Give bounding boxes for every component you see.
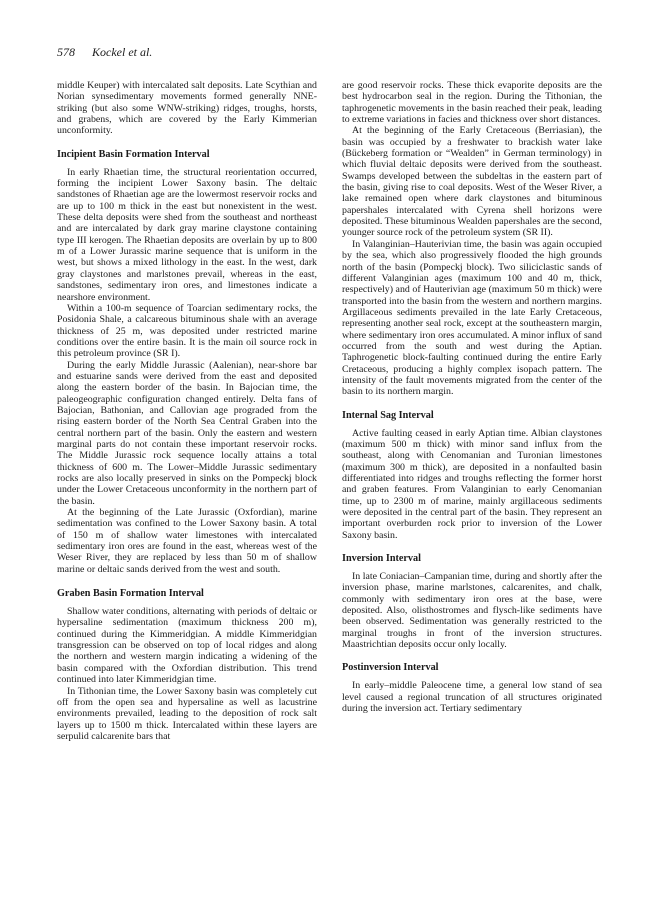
right-column [342, 80, 602, 715]
paragraph: In early–middle Paleocene time, a general low stand of sea level caused a regional truncation of all structures originated during the inversion act. Tertiary sedimentary [342, 680, 602, 715]
paragraph: In Valanginian–Hauterivian time, the basin was again occupied by the sea, which also progressively flooded the high grounds north of the basin (Pompeckj block). Two siliciclastic sands of different Valanginian ages (maximum 100 and 40 m, thick, respectively) and of Hauterivian age (maximum 50 m thick) were transported into the basin from the western and northern margins. Argillaceous sediments prevailed in the late Early Cretaceous, representing another seal rock, except at the southeastern margin, where sedimentary iron ores accumulated. A minor influx of sand occurred from the south and west during the Aptian. Taphrogenetic block-faulting continued during the entire Early Cretaceous, producing a highly complex isopach pattern. The intensity of the fault movements migrated from the center of the basin to its northern margin. [342, 238, 602, 398]
section-heading-inversion: Inversion Interval [342, 553, 421, 565]
paragraph: During the early Middle Jurassic (Aalenian), near-shore bar and estuarine sands were derived from the east and deposited along the eastern border of the basin. In Bajocian time, the paleogeographic configuration changed entirely. Delta fans of Bajocian, Bathonian, and Callovian age prograded from the rising eastern border of the North Sea Central Graben into the central northern part of the basin. Only the eastern and western marginal parts do not contain these important reservoir rocks. The Middle Jurassic rock sequence locally attains a total thickness of 600 m. The Lower–Middle Jurassic sedimentary rocks are also locally preserved in sinks on the Pompeckj block under the Lower Cretaceous unconformity in the northern part of the basin. [57, 359, 317, 507]
section-heading-internal-sag: Internal Sag Interval [342, 409, 434, 421]
paragraph: In early Rhaetian time, the structural reorientation occurred, forming the incipient Lower Saxony basin. The deltaic sandstones of Rhaetian age are the lowermost reservoir rocks and are up to 100 m thick in the east but nonexistent in the west. These delta deposits were shed from the southeast and northeast and are intercalated by dark gray marine claystone containing type III kerogen. The Rhaetian deposits are overlain by up to 800 m of a Lower Jurassic marine sequence that is uniform in the west, but shows a mixed lithology in the east. In the west, dark gray claystones and marlstones prevail, whereas in the east, sandstones, sedimentary iron ores, and limestones indicate a nearshore environment. [57, 166, 317, 303]
section-heading-incipient-basin: Incipient Basin Formation Interval [57, 148, 210, 160]
paragraph: Active faulting ceased in early Aptian time. Albian claystones (maximum 500 m thick) with minor sand influx from the southeast, along with Cenomanian and Turonian limestones (maximum 300 m thick), are deposited in a nonfaulted basin differentiated into ridges and troughs reflecting the former horst and graben features. From Valanginian to early Cenomanian time, up to 2300 m of marine, mainly argillaceous sediments were deposited in the central part of the basin. They represent an important overburden rock prior to inversion of the Lower Saxony basin. [342, 427, 602, 541]
paragraph: At the beginning of the Early Cretaceous (Berriasian), the basin was occupied by a freshwater to brackish water lake (Bückeberg formation or “Wealden” in German terminology) in which fluvial deltaic deposits were derived from the southeast. Swamps developed between the subdeltas in the eastern part of the basin, giving rise to coal deposits. West of the Weser River, a lake remained open where dark claystones and bituminous papershales intercalated with Cyrena shell horizons were deposited. These bituminous Wealden papershales are the second, younger source rock of the petroleum system (SR II). [342, 125, 602, 239]
paragraph: are good reservoir rocks. These thick evaporite deposits are the best hydrocarbon seal in the region. During the Tithonian, the taphrogenetic movements in the basin reached their peak, leading to extreme variations in facies and thickness over short distances. [342, 80, 602, 126]
paragraph: In late Coniacian–Campanian time, during and shortly after the inversion phase, marine marlstones, calcarenites, and chalk, commonly with sedimentary iron ores at the base, were deposited. Also, olisthostromes and flysch-like sediments have been observed. Sedimentation was generally restricted to the marginal troughs in front of the inversion structures. Maastrichtian deposits occur only locally. [342, 571, 602, 651]
paragraph: Within a 100-m sequence of Toarcian sedimentary rocks, the Posidonia Shale, a calcareous bituminous shale with an average thickness of 25 m, was deposited under restricted marine conditions over the entire basin. It is the main oil source rock in this petroleum province (SR I). [57, 302, 317, 360]
left-column [57, 80, 317, 742]
section-heading-postinversion: Postinversion Interval [342, 662, 439, 674]
paragraph: At the beginning of the Late Jurassic (Oxfordian), marine sedimentation was confined to the Lower Saxony basin. A total of 150 m of shallow water limestones with intercalated sedimentary iron ores are found in the east, whereas west of the Weser River, they are replaced by less than 50 m of shallow marine or deltaic sands derived from the west and south. [57, 507, 317, 575]
running-header [57, 45, 152, 60]
paragraph: In Tithonian time, the Lower Saxony basin was completely cut off from the open sea and hypersaline as well as lacustrine environments prevailed, leading to the deposition of rock salt layers up to 1500 m thick. Intercalated within these layers are serpulid calcarenite bars that [57, 685, 317, 742]
paragraph: middle Keuper) with intercalated salt deposits. Late Scythian and Norian synsedimentary movements formed generally NNE-striking (but also some WNW-striking) ridges, troughs, horsts, and grabens, which are covered by the Early Kimmerian unconformity. [57, 80, 317, 137]
section-heading-graben-basin: Graben Basin Formation Interval [57, 588, 204, 600]
page-number: 578 [57, 45, 75, 59]
running-author: Kockel et al. [92, 45, 153, 59]
paragraph: Shallow water conditions, alternating with periods of deltaic or hypersaline sedimentation (maximum thickness 200 m), continued during the Kimmeridgian. A middle Kimmeridgian transgression can be observed on top of local ridges and along the northern and western margin indicating a widening of the basin compared with the Oxfordian distribution. This trend continued into later Kimmeridgian time. [57, 606, 317, 686]
